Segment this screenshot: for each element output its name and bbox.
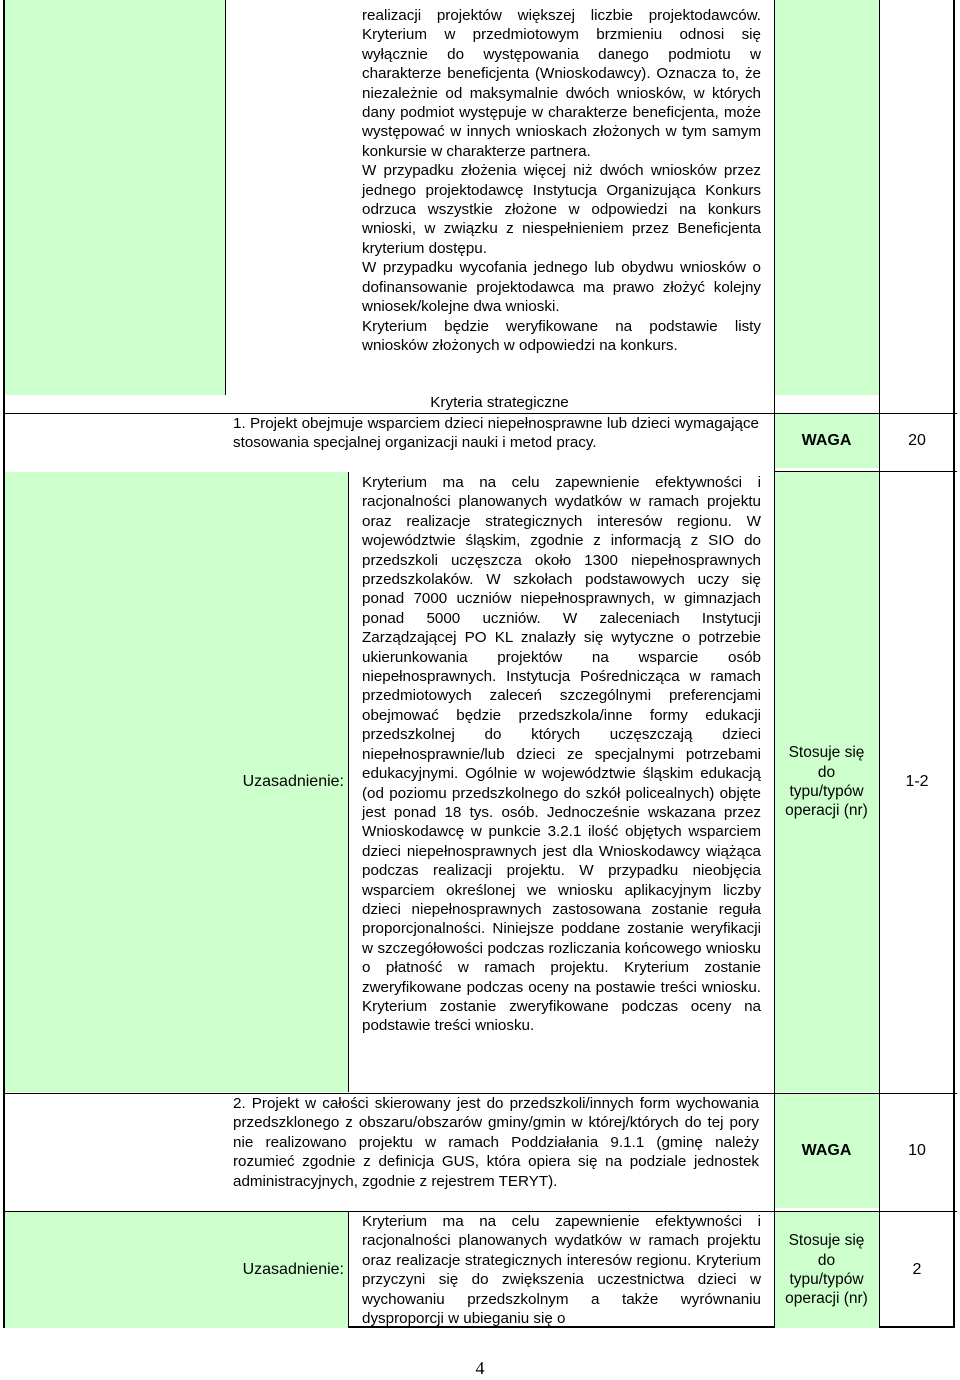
grid-line (5, 1211, 957, 1212)
criterion-1-uzasadnienie-text (362, 473, 761, 1036)
stosuje-value: 2 (912, 1261, 922, 1278)
page-number: 4 (475, 1358, 485, 1378)
criterion-2-title-text: 2. Projekt w całości skierowany jest do przedszkoli/innych form wychowania przedszklonego z obszaru/obszarów gminy/gmin w której/których do tej pory nie realizowano projektu w ramach Poddziałania 9.1.1 (gminę należy rozumieć zgodnie z definicja GUS, która opiera się na podziale jednostek administracyjnych, zgodnie z rejestrem TERYT). (233, 1095, 759, 1190)
criterion-1-uzasadnienie-label (5, 472, 348, 1092)
grid-line (5, 1093, 957, 1094)
criterion-2-waga-value (879, 1094, 955, 1208)
section-header (225, 393, 774, 412)
criterion-1-waga-label (774, 413, 879, 468)
criterion-1-stosuje (774, 472, 879, 1092)
top-paragraph: realizacji projektów większej liczbie projektodawców. Kryterium w przedmiotowym brzmieniu odnosi się wyłącznie do występowania danego podmiotu w charakterze beneficjenta (Wnioskodawcy). Oznacza to, że niezależnie od maksymalnie dwóch wniosków, w których dany podmiot występuje w charakterze beneficjenta, może występować w innych wnioskach złożonych w tym samym konkursie w charakterze partnera. (362, 7, 761, 160)
grid-line (348, 472, 349, 1092)
uzasadnienie-text: Kryterium ma na celu zapewnienie efektywności i racjonalności planowanych wydatków w ramach projektu oraz realizacje strategicznych interesów regionu. W województwie śląskim, zgodnie z informacją z SIO do przedszkoli uczęszcza około 1300 niepełnosprawnych przedszkolaków. W szkołach podstawowych uczy się ponad 7000 uczniów niepełnosprawnych, w gimnazjach ponad 5000 uczniów. W zaleceniach Instytucji Zarządzającej PO KL znalazły się wytyczne o potrzebie ukierunkowania projektów na wsparcie osób niepełnosprawnych. Instytucja Pośrednicząca w ramach przedmiotowych zaleceń szczególnymi preferencjami obejmować będzie przedszkola/inne formy edukacji przedszkolnej do których uczęszczają dzieci niepełnosprawnie/lub dzieci ze specjalnymi potrzebami edukacyjnymi. Ogólnie w województwie śląskim edukacją (od poziomu przedszkolnego do szkół policealnych) objęte jest ponad 18 tys. osób. Jednocześnie wskazana przez Wnioskodawcę w punkcie 3.2.1 ilość objętych wsparciem dzieci niepełnosprawnych jest dla Wnioskodawcy wiążąca podczas realizacji projektu. W przypadku nieobjęcia wsparciem określonej we wniosku aplikacyjnym liczby dzieci niepełnosprawnych zastosowana zostanie reguła proporcjonalności. Niniejsze poddane zostanie weryfikacji w szczegółowości podczas rozliczania końcowego wniosku o płatność w ramach projektu. Kryterium zostanie zweryfikowane podczas oceny na postawie treści wniosku. Kryterium zostanie zweryfikowane podczas oceny na podstawie treści wniosku. (362, 474, 761, 1035)
grid-line (225, 0, 226, 395)
uzasadnienie-label: Uzasadnienie: (242, 773, 344, 791)
stosuje-value: 1-2 (905, 773, 929, 790)
criterion-1-stosuje-value (879, 472, 955, 1092)
criterion-2-uzasadnienie-label (5, 1212, 348, 1328)
criteria-table (3, 0, 955, 1328)
criterion-2-waga-label (774, 1094, 879, 1208)
uzasadnienie-label: Uzasadnienie: (242, 1261, 344, 1279)
waga-label: WAGA (801, 1142, 852, 1159)
left-empty-cell (5, 0, 225, 395)
grid-line (774, 0, 775, 1328)
top-paragraph: W przypadku wycofania jednego lub obydwu wniosków o dofinansowanie projektodawca ma prawo złożyć kolejny wniosek/kolejne dwa wnioski. (362, 259, 761, 316)
grid-line (5, 413, 957, 414)
top-paragraph: W przypadku złożenia więcej niż dwóch wniosków przez jednego projektodawcę Instytucja Organizująca Konkurs odrzuca wszystkie złożone w odpowiedzi na konkurs wnioski, w związku z niespełnieniem przez Beneficjenta kryterium dostępu. (362, 162, 761, 257)
stosuje-text: Stosuje się do typu/typów operacji (nr) (785, 744, 868, 820)
grid-line (879, 0, 880, 1328)
criterion-2-uzasadnienie-text (362, 1212, 761, 1328)
criterion-1-waga-value (879, 413, 955, 468)
section-header-label: Kryteria strategiczne (430, 394, 569, 411)
criterion-2-stosuje-value (879, 1212, 955, 1328)
criterion-1-title (233, 414, 759, 453)
waga-value: 20 (908, 432, 926, 449)
criterion-2-stosuje (774, 1212, 879, 1328)
stosuje-text: Stosuje się do typu/typów operacji (nr) (785, 1232, 868, 1308)
waga-label: WAGA (801, 432, 852, 449)
top-text-cell (362, 6, 761, 355)
top-paragraph: Kryterium będzie weryfikowane na podstawie listy wniosków złożonych w odpowiedzi na konkurs. (362, 317, 761, 354)
grid-line (774, 471, 957, 472)
waga-value: 10 (908, 1142, 926, 1159)
uzasadnienie-text: Kryterium ma na celu zapewnienie efektywności i racjonalności planowanych wydatków w ramach projektu oraz realizacje strategicznych interesów regionu. Kryterium przyczyni się do zwiększenia uczestnictwa dzieci w wychowaniu przedszkolnym a także wyrównaniu dysproporcji w ubieganiu się o (362, 1213, 761, 1328)
criterion-2-title (233, 1094, 759, 1191)
right-empty-cell (774, 0, 879, 395)
criterion-1-title-text: 1. Projekt obejmuje wsparciem dzieci niepełnosprawne lub dzieci wymagające stosowania specjalnej organizacji nauki i metod pracy. (233, 415, 759, 452)
grid-line (348, 1212, 349, 1328)
